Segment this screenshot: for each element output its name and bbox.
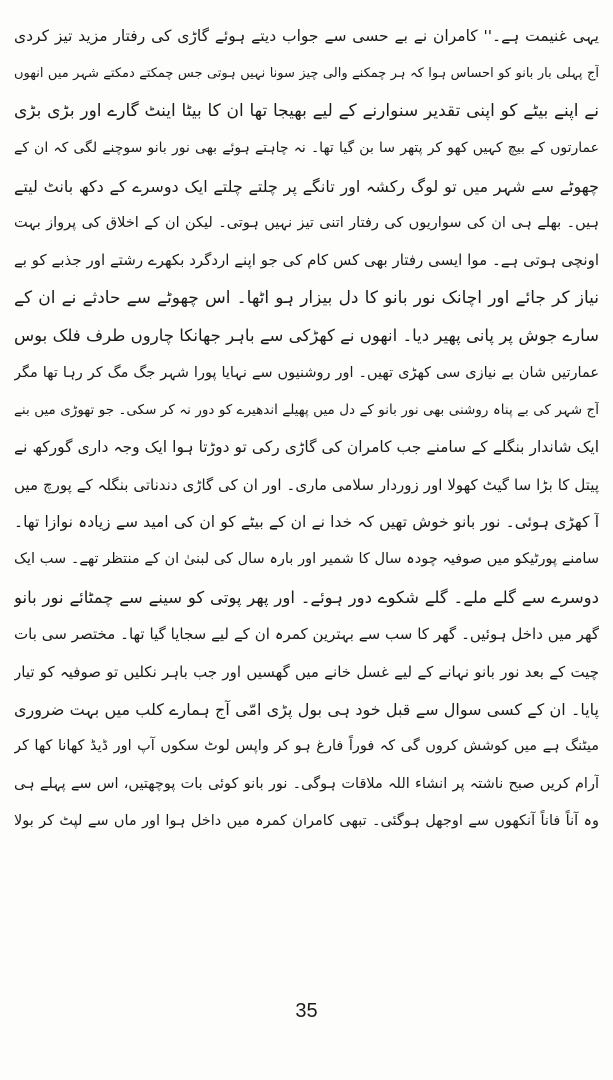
text-line: میٹنگ ہے میں کوشش کروں گی کہ فوراً فارغ ہو کر واپس لوٹ سکوں آپ اور ڈیڈ کھانا کھا کر: [14, 738, 599, 755]
text-line: ہیں۔ بھلے ہی ان کی سواریوں کی رفتار اتنی تیز نہیں ہوتی۔ لیکن ان کے اخلاق کی پرواز بہت: [14, 214, 599, 231]
text-line: گھر میں داخل ہوئیں۔ گھر کا سب سے بہترین کمرہ ان کے لیے سجایا گیا تھا۔ مختصر سی بات: [14, 625, 599, 644]
urdu-text-body: [14, 18, 599, 841]
text-line: وہ آناً فاناً آنکھوں سے اوجھل ہوگئی۔ تبھی کامران کمرہ میں داخل ہوا اور ماں سے لپٹ کر بولا: [14, 813, 599, 830]
text-line: ایک شاندار بنگلے کے سامنے جب کامران کی گاڑی رکی تو دوڑتا ہوا ایک وجہ داری گورکھ نے: [14, 438, 599, 457]
text-line: نے اپنے بیٹے کو اپنی تقدیر سنوارنے کے لیے بھیجا تھا ان کا بیٹا اینٹ گارے اور بڑی بڑی: [14, 100, 599, 121]
text-line: آ کھڑی ہوئی۔ نور بانو خوش تھیں کہ خدا نے ان کے بیٹے کو ان کی امید سے زیادہ نوازا تھا۔: [14, 513, 599, 532]
text-line: نیاز کر جائے اور اچانک نور بانو کا دل بیزار ہو اٹھا۔ اس چھوٹے سے حادثے نے ان کے: [14, 287, 599, 308]
text-line: اونچی ہوتی ہے۔ موا ایسی رفتار بھی کس کام کی جو اپنے اردگرد بکھرے رشتے اور جذبے کو بے: [14, 251, 599, 270]
text-line: چیت کے بعد نور بانو نہانے کے لیے غسل خانے میں گھسیں اور جب باہر نکلیں تو صوفیہ کو تیار: [14, 662, 599, 681]
text-line: عمارتیں شان بے نیازی سی کھڑی تھیں۔ اور روشنیوں سے نہایا پورا شہر جگ مگ کر رہا تھا مگر: [14, 364, 599, 381]
text-line: دوسرے سے گلے ملے۔ گلے شکوے دور ہوئے۔ اور پھر پوتی کو سینے سے چمٹائے نور بانو: [14, 587, 599, 607]
text-line: پایا۔ ان کے کسی سوال سے قبل خود ہی بول پڑی امّی آج ہمارے کلب میں بہت ضروری: [14, 700, 599, 720]
text-line: چھوٹے سے شہر میں تو لوگ رکشہ اور تانگے پر چلتے چلتے ایک دوسرے کے دکھ بانٹ لیتے: [14, 176, 599, 196]
text-line: عمارتوں کے بیچ کہیں کھو کر پتھر سا بن گیا تھا۔ نہ چاہتے ہوئے بھی نور بانو سوچنے لگی کہ ان کے: [14, 140, 599, 157]
text-line: یہی غنیمت ہے۔'' کامران نے بے حسی سے جواب دیتے ہوئے گاڑی کی رفتار مزید تیز کردی: [14, 27, 599, 45]
text-line: آج شہر کی بے پناہ روشنی بھی نور بانو کے دل میں پھیلے اندھیرے کو دور نہ کر سکی۔ جو تھوڑی میں بنے: [14, 401, 599, 418]
text-line: سارے جوش پر پانی پھیر دیا۔ انھوں نے کھڑکی سے باہر جھانکا چاروں طرف فلک بوس: [14, 326, 599, 346]
text-line: سامنے پورٹیکو میں صوفیہ چودہ سال کا شمیر اور بارہ سال کی لبنیٰ ان کے منتظر تھے۔ سب ایک: [14, 551, 599, 568]
text-line: پیتل کا بڑا سا گیٹ کھولا اور زوردار سلامی ماری۔ اور ان کی گاڑی دندناتی بنگلہ کے پورچ میں: [14, 475, 599, 494]
page-number: 35: [295, 1000, 318, 1022]
text-line: آرام کریں صبح ناشتہ پر انشاء اللہ ملاقات ہوگی۔ نور بانو کوئی بات پوچھتیں، اس سے پہلے ہی: [14, 775, 599, 792]
text-line: آج پہلی بار بانو کو احساس ہوا کہ ہر چمکنے والی چیز سونا نہیں ہوتی جس چمکتے دمکتے شہر میں انھوں: [14, 66, 599, 82]
